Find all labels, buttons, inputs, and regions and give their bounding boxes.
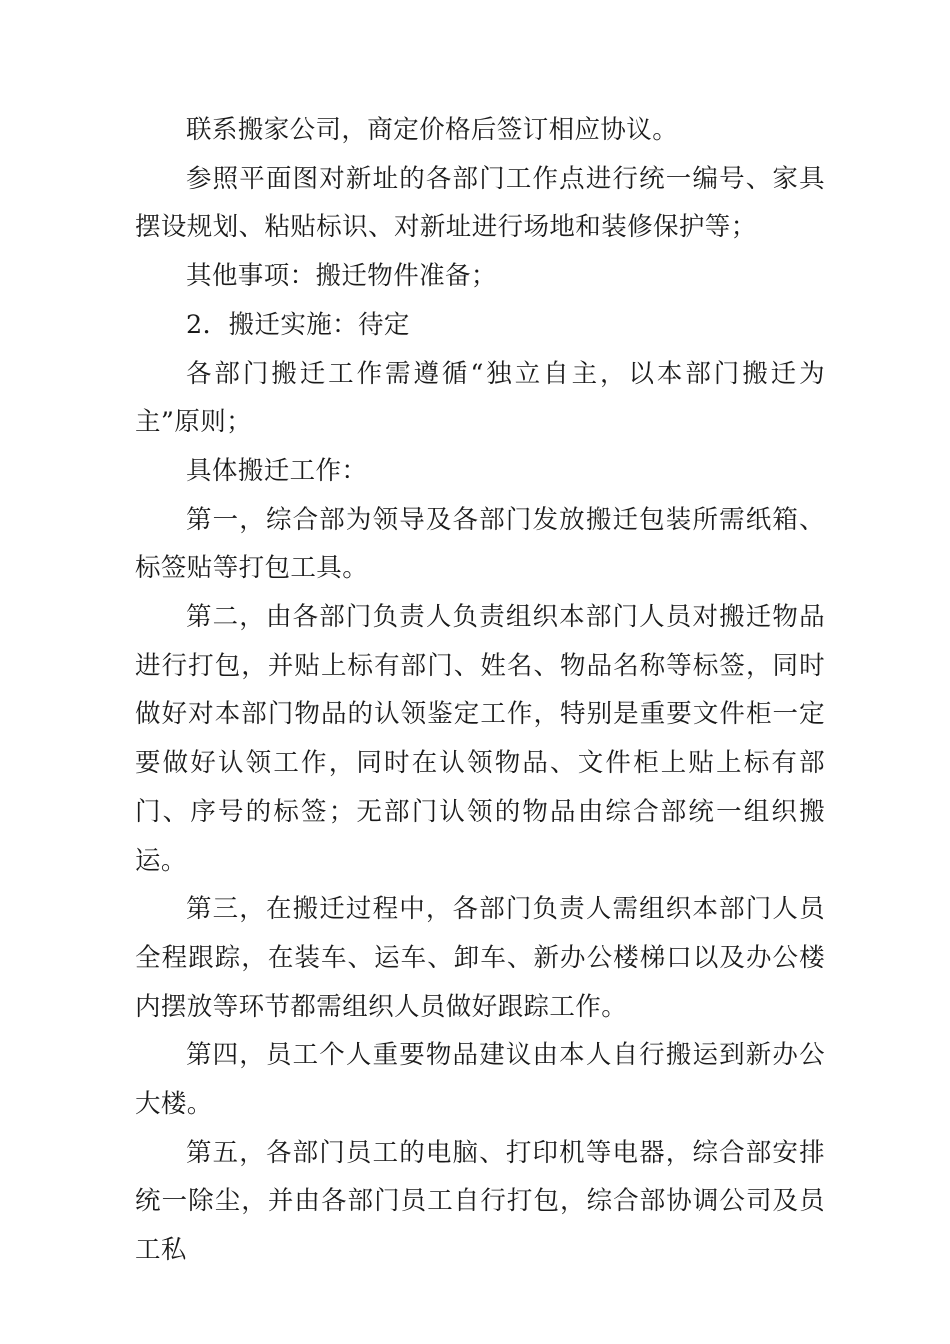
paragraph-principle: 各部门搬迁工作需遵循“独立自主，以本部门搬迁为主”原则； — [135, 358, 825, 438]
paragraph-step-four: 第四，员工个人重要物品建议由本人自行搬运到新办公大楼。 — [135, 1040, 825, 1120]
paragraph-contact-movers: 联系搬家公司，商定价格后签订相应协议。 — [186, 115, 679, 145]
paragraph-implementation-heading: 2．搬迁实施：待定 — [186, 309, 410, 340]
paragraph-step-five: 第五，各部门员工的电脑、打印机等电器，综合部安排统一除尘，并由各部门员工自行打包，综合部协调公司及员工私 — [135, 1137, 825, 1266]
document-body — [135, 106, 825, 1275]
paragraph-floor-plan: 参照平面图对新址的各部门工作点进行统一编号、家具摆设规划、粘贴标识、对新址进行场地和装修保护等； — [135, 163, 825, 243]
paragraph-step-one: 第一，综合部为领导及各部门发放搬迁包装所需纸箱、标签贴等打包工具。 — [135, 504, 825, 584]
paragraph-step-three: 第三，在搬迁过程中，各部门负责人需组织本部门人员全程跟踪，在装车、运车、卸车、新办公楼梯口以及办公楼内摆放等环节都需组织人员做好跟踪工作。 — [135, 894, 825, 1022]
paragraph-other-matters: 其他事项：搬迁物件准备； — [186, 261, 497, 292]
paragraph-step-two: 第二，由各部门负责人负责组织本部门人员对搬迁物品进行打包，并贴上标有部门、姓名、物品名称等标签，同时做好对本部门物品的认领鉴定工作，特别是重要文件柜一定要做好认领工作，同时在认领物品、文件柜上贴上标有部门、序号的标签；无部门认领的物品由综合部统一组织搬运。 — [135, 602, 825, 876]
paragraph-specific-work: 具体搬迁工作： — [186, 455, 368, 486]
